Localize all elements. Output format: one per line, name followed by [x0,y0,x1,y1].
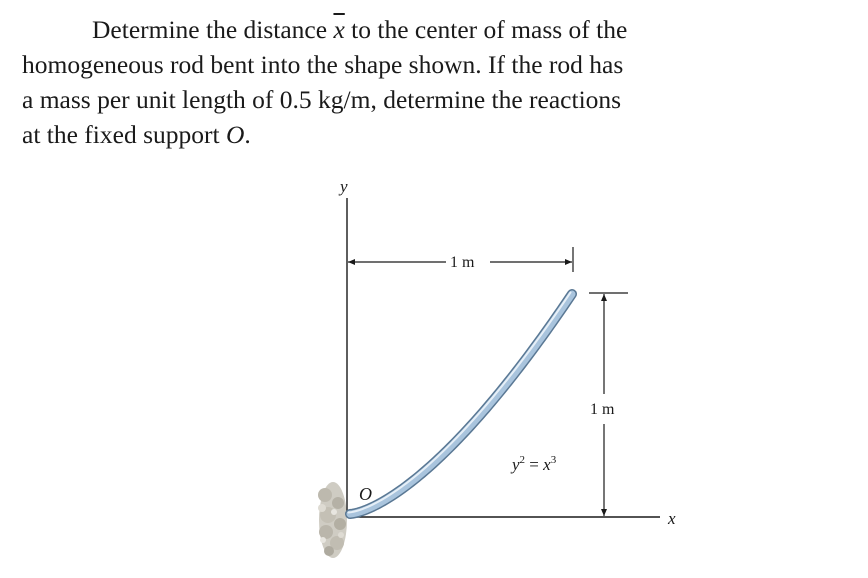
rod-outline [350,294,572,514]
x-bar-symbol: $\overline{x}$ [333,15,345,44]
rod-highlight [349,293,571,513]
y-axis-label: y [340,177,348,196]
vertical-dim-label: 1 m [590,401,615,418]
x-axis-label: x [668,509,676,528]
problem-line-1: Determine the distance $\overline{x}$ to the center of mass of the [92,15,628,44]
rod-body [350,294,572,514]
problem-line-4: at the fixed support O. [22,120,251,149]
support-symbol: O [225,120,245,149]
horizontal-dim-label: 1 m [450,254,475,271]
curve-equation: $y^2 = x^3$ [512,454,557,474]
fixed-support-wall [318,482,347,558]
problem-line-2: homogeneous rod bent into the shape shown. If the rod has [22,50,624,79]
problem-line-3: a mass per unit length of 0.5 kg/m, determine the reactions [22,85,622,114]
origin-label: O [359,484,372,504]
